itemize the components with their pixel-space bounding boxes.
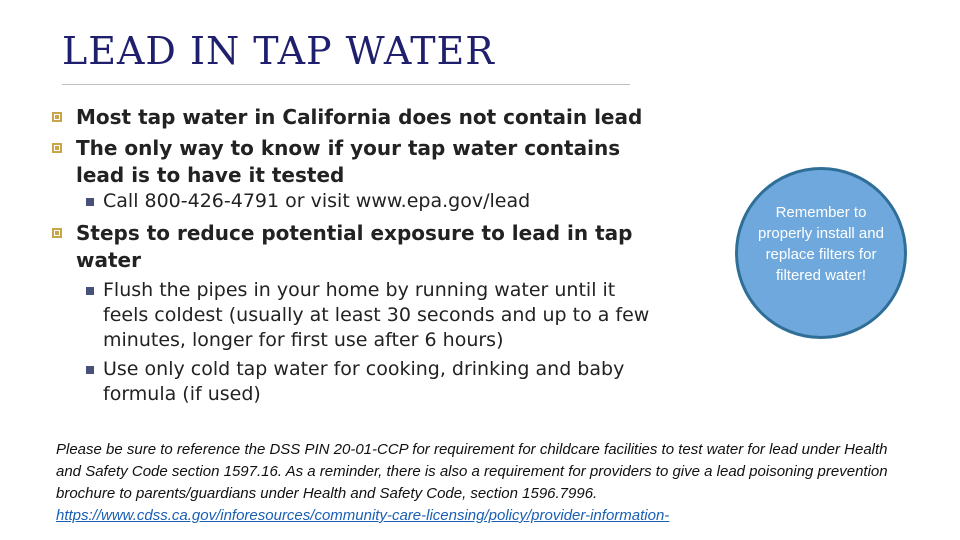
footnote-text: Please be sure to reference the DSS PIN 20-01-CCP for requirement for childcare facilities to test water for lead under Health and Safety Code section 1597.16. As a reminder, there is also a requirement for providers to give a lead poisoning prevention brochure to parents/guardians under Health and Safety Code, section 1596.7996. [56, 441, 888, 502]
square-bullet-icon [52, 112, 62, 122]
square-sub-bullet-icon [86, 287, 94, 295]
slide-title: LEAD IN TAP WATER [62, 29, 495, 73]
policy-link[interactable]: https://www.cdss.ca.gov/inforesources/community-care-licensing/policy/provider-information- [56, 507, 670, 524]
bullet-item [52, 135, 652, 189]
bullet-item [52, 220, 652, 274]
square-sub-bullet-icon [86, 366, 94, 374]
callout-text: Remember to properly install and replace filters for filtered water! [758, 204, 884, 284]
sub-bullet-item [79, 189, 652, 214]
callout-circle [735, 167, 907, 339]
square-sub-bullet-icon [86, 198, 94, 206]
sub-bullet-item [79, 357, 652, 407]
sub-bullet-text: Use only cold tap water for cooking, drinking and baby formula (if used) [103, 358, 625, 405]
title-divider [62, 84, 630, 85]
sub-bullet-text: Call 800-426-4791 or visit www.epa.gov/lead [103, 190, 531, 212]
square-bullet-icon [52, 228, 62, 238]
sub-bullet-item [79, 278, 652, 353]
bullet-text: The only way to know if your tap water contains lead is to have it tested [76, 136, 621, 187]
sub-bullet-text: Flush the pipes in your home by running water until it feels coldest (usually at least 30 seconds and up to a few minutes, longer for first use after 6 hours) [103, 279, 650, 351]
bullet-text: Steps to reduce potential exposure to lead in tap water [76, 221, 633, 272]
bullet-list [52, 104, 652, 407]
bullet-text: Most tap water in California does not contain lead [76, 105, 643, 129]
footnote [56, 439, 896, 527]
square-bullet-icon [52, 143, 62, 153]
bullet-item [52, 104, 652, 131]
